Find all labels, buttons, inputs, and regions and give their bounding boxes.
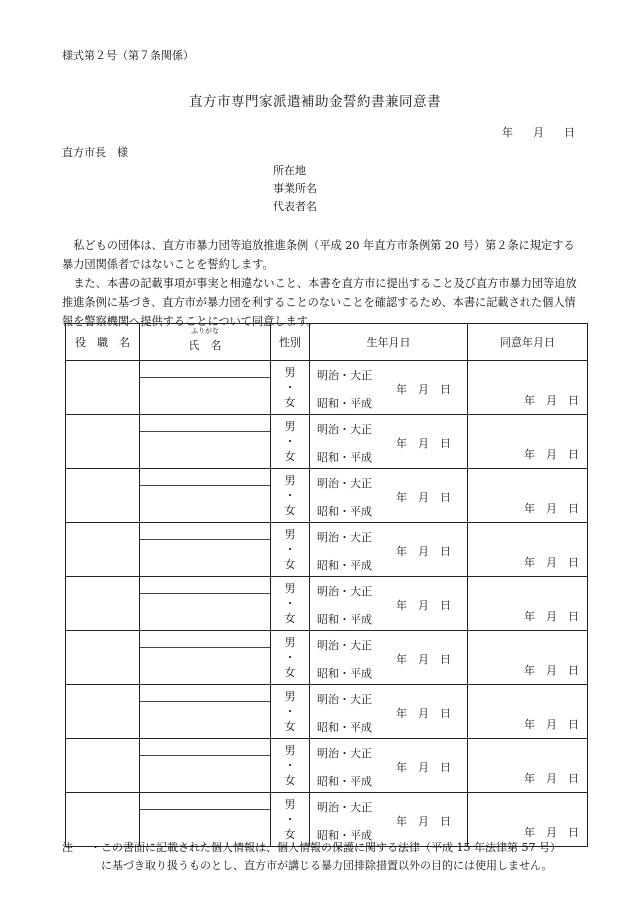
date-month-label: 月 [533, 126, 544, 139]
table-row [66, 523, 588, 577]
birth-ymd-label: 年 月 日 [396, 491, 451, 504]
furigana-divider [140, 593, 270, 594]
sex-male[interactable]: 男 [284, 636, 296, 649]
sex-separator: ・ [284, 597, 296, 610]
page-title: 直方市専門家派遣補助金誓約書兼同意書 [189, 94, 441, 110]
consent-date-cell[interactable] [468, 469, 588, 523]
position-cell[interactable] [66, 631, 140, 685]
furigana-divider [140, 539, 270, 540]
header-name-ruby: ふりがな [191, 327, 219, 335]
header-birth-date: 生年月日 [310, 324, 468, 361]
consent-date-cell[interactable] [468, 415, 588, 469]
consent-date-cell[interactable] [468, 739, 588, 793]
consent-ymd-label: 年 月 日 [524, 610, 579, 623]
era-showa-heisei[interactable]: 昭和・平成 [317, 505, 372, 518]
consent-ymd-label: 年 月 日 [524, 718, 579, 731]
sex-separator: ・ [284, 705, 296, 718]
sex-separator: ・ [284, 435, 296, 448]
consent-date-cell[interactable] [468, 631, 588, 685]
era-showa-heisei[interactable]: 昭和・平成 [317, 829, 372, 842]
header-position: 役 職 名 [66, 324, 140, 361]
name-cell[interactable] [140, 361, 271, 415]
era-meiji-taisho[interactable]: 明治・大正 [317, 423, 372, 436]
position-cell[interactable] [66, 523, 140, 577]
table-row [66, 685, 588, 739]
sex-cell[interactable] [271, 469, 310, 523]
sex-female[interactable]: 女 [284, 666, 296, 679]
note-label: 注 [62, 841, 73, 854]
position-cell[interactable] [66, 469, 140, 523]
birth-date-cell[interactable] [310, 577, 468, 631]
header-sex: 性別 [271, 324, 310, 361]
furigana-divider [140, 755, 270, 756]
era-showa-heisei[interactable]: 昭和・平成 [317, 397, 372, 410]
sex-female[interactable]: 女 [284, 828, 296, 841]
furigana-divider [140, 431, 270, 432]
birth-date-cell[interactable] [310, 685, 468, 739]
furigana-divider [140, 647, 270, 648]
note-line-2: に基づき取り扱うものとし、直方市が講じる暴力団排除措置以外の目的には使用しません。 [101, 859, 553, 872]
sex-male[interactable]: 男 [284, 582, 296, 595]
sex-male[interactable]: 男 [284, 798, 296, 811]
era-meiji-taisho[interactable]: 明治・大正 [317, 531, 372, 544]
birth-ymd-label: 年 月 日 [396, 599, 451, 612]
furigana-divider [140, 377, 270, 378]
consent-ymd-label: 年 月 日 [524, 502, 579, 515]
name-cell[interactable] [140, 577, 271, 631]
sex-cell[interactable] [271, 415, 310, 469]
sex-female[interactable]: 女 [284, 450, 296, 463]
birth-ymd-label: 年 月 日 [396, 815, 451, 828]
table-row [66, 469, 588, 523]
sex-cell[interactable] [271, 739, 310, 793]
applicant-representative-label: 代表者名 [273, 200, 317, 213]
sex-separator: ・ [284, 381, 296, 394]
applicant-business-label: 事業所名 [273, 182, 317, 195]
birth-ymd-label: 年 月 日 [396, 545, 451, 558]
sex-female[interactable]: 女 [284, 558, 296, 571]
sex-male[interactable]: 男 [284, 474, 296, 487]
applicant-address-label: 所在地 [273, 164, 306, 177]
birth-date-cell[interactable] [310, 523, 468, 577]
date-line [502, 124, 575, 140]
era-showa-heisei[interactable]: 昭和・平成 [317, 775, 372, 788]
position-cell[interactable] [66, 577, 140, 631]
sex-cell[interactable] [271, 577, 310, 631]
table-row [66, 361, 588, 415]
era-meiji-taisho[interactable]: 明治・大正 [317, 369, 372, 382]
era-showa-heisei[interactable]: 昭和・平成 [317, 721, 372, 734]
birth-ymd-label: 年 月 日 [396, 761, 451, 774]
sex-cell[interactable] [271, 685, 310, 739]
sex-separator: ・ [284, 813, 296, 826]
birth-date-cell[interactable] [310, 631, 468, 685]
sex-cell[interactable] [271, 631, 310, 685]
sex-female[interactable]: 女 [284, 612, 296, 625]
name-cell[interactable] [140, 523, 271, 577]
era-meiji-taisho[interactable]: 明治・大正 [317, 639, 372, 652]
position-cell[interactable] [66, 739, 140, 793]
sex-male[interactable]: 男 [284, 528, 296, 541]
consent-ymd-label: 年 月 日 [524, 394, 579, 407]
sex-male[interactable]: 男 [284, 366, 296, 379]
birth-date-cell[interactable] [310, 469, 468, 523]
table-row [66, 577, 588, 631]
table-header-row [66, 324, 588, 361]
sex-separator: ・ [284, 543, 296, 556]
birth-ymd-label: 年 月 日 [396, 653, 451, 666]
furigana-divider [140, 485, 270, 486]
date-year-label: 年 [502, 126, 513, 139]
furigana-divider [140, 701, 270, 702]
table-row [66, 739, 588, 793]
position-cell[interactable] [66, 361, 140, 415]
sex-separator: ・ [284, 489, 296, 502]
position-cell[interactable] [66, 685, 140, 739]
consent-ymd-label: 年 月 日 [524, 772, 579, 785]
birth-date-cell[interactable] [310, 361, 468, 415]
consent-date-cell[interactable] [468, 577, 588, 631]
table-row [66, 415, 588, 469]
consent-date-cell[interactable] [468, 685, 588, 739]
name-cell[interactable] [140, 415, 271, 469]
era-showa-heisei[interactable]: 昭和・平成 [317, 559, 372, 572]
era-meiji-taisho[interactable]: 明治・大正 [317, 801, 372, 814]
name-cell[interactable] [140, 631, 271, 685]
sex-cell[interactable] [271, 361, 310, 415]
sex-female[interactable]: 女 [284, 396, 296, 409]
header-name [140, 324, 271, 361]
personnel-table [65, 323, 588, 847]
consent-date-cell[interactable] [468, 523, 588, 577]
declaration-paragraph-1: 私どもの団体は、直方市暴力団等追放推進条例（平成 20 年直方市条例第 20 号）第２条に規定する暴力団関係者ではないことを誓約します。 [62, 239, 575, 271]
sex-separator: ・ [284, 759, 296, 772]
sex-cell[interactable] [271, 523, 310, 577]
era-showa-heisei[interactable]: 昭和・平成 [317, 613, 372, 626]
era-showa-heisei[interactable]: 昭和・平成 [317, 451, 372, 464]
era-meiji-taisho[interactable]: 明治・大正 [317, 693, 372, 706]
declaration-text [62, 236, 582, 331]
sex-female[interactable]: 女 [284, 720, 296, 733]
name-cell[interactable] [140, 469, 271, 523]
furigana-divider [140, 809, 270, 810]
birth-date-cell[interactable] [310, 739, 468, 793]
birth-ymd-label: 年 月 日 [396, 707, 451, 720]
birth-ymd-label: 年 月 日 [396, 437, 451, 450]
position-cell[interactable] [66, 415, 140, 469]
declaration-paragraph-2: また、本書の記載事項が事実と相違ないこと、本書を直方市に提出すること及び直方市暴力団等追放推進条例に基づき、直方市が暴力団を利することのないことを確認するため、本書に記載された個人情報を警察機関へ提供することについて同意します。 [62, 277, 577, 328]
era-meiji-taisho[interactable]: 明治・大正 [317, 585, 372, 598]
sex-separator: ・ [284, 651, 296, 664]
era-meiji-taisho[interactable]: 明治・大正 [317, 747, 372, 760]
date-day-label: 日 [564, 126, 575, 139]
sex-male[interactable]: 男 [284, 420, 296, 433]
consent-date-cell[interactable] [468, 361, 588, 415]
sex-female[interactable]: 女 [284, 774, 296, 787]
addressee: 直方市長 様 [62, 146, 128, 159]
table-row [66, 631, 588, 685]
header-consent-date: 同意年月日 [468, 324, 588, 361]
sex-female[interactable]: 女 [284, 504, 296, 517]
consent-ymd-label: 年 月 日 [524, 448, 579, 461]
consent-ymd-label: 年 月 日 [524, 556, 579, 569]
sex-male[interactable]: 男 [284, 744, 296, 757]
header-name-base: 氏 名 [188, 339, 222, 352]
name-cell[interactable] [140, 685, 271, 739]
era-showa-heisei[interactable]: 昭和・平成 [317, 667, 372, 680]
name-cell[interactable] [140, 739, 271, 793]
form-number: 様式第２号（第７条関係） [62, 49, 194, 62]
sex-male[interactable]: 男 [284, 690, 296, 703]
birth-ymd-label: 年 月 日 [396, 383, 451, 396]
consent-ymd-label: 年 月 日 [524, 826, 579, 839]
note-line-1: ・この書面に記載された個人情報は、個人情報の保護に関する法律（平成 15 年法律第 57 号） [90, 841, 561, 854]
era-meiji-taisho[interactable]: 明治・大正 [317, 477, 372, 490]
birth-date-cell[interactable] [310, 415, 468, 469]
consent-ymd-label: 年 月 日 [524, 664, 579, 677]
